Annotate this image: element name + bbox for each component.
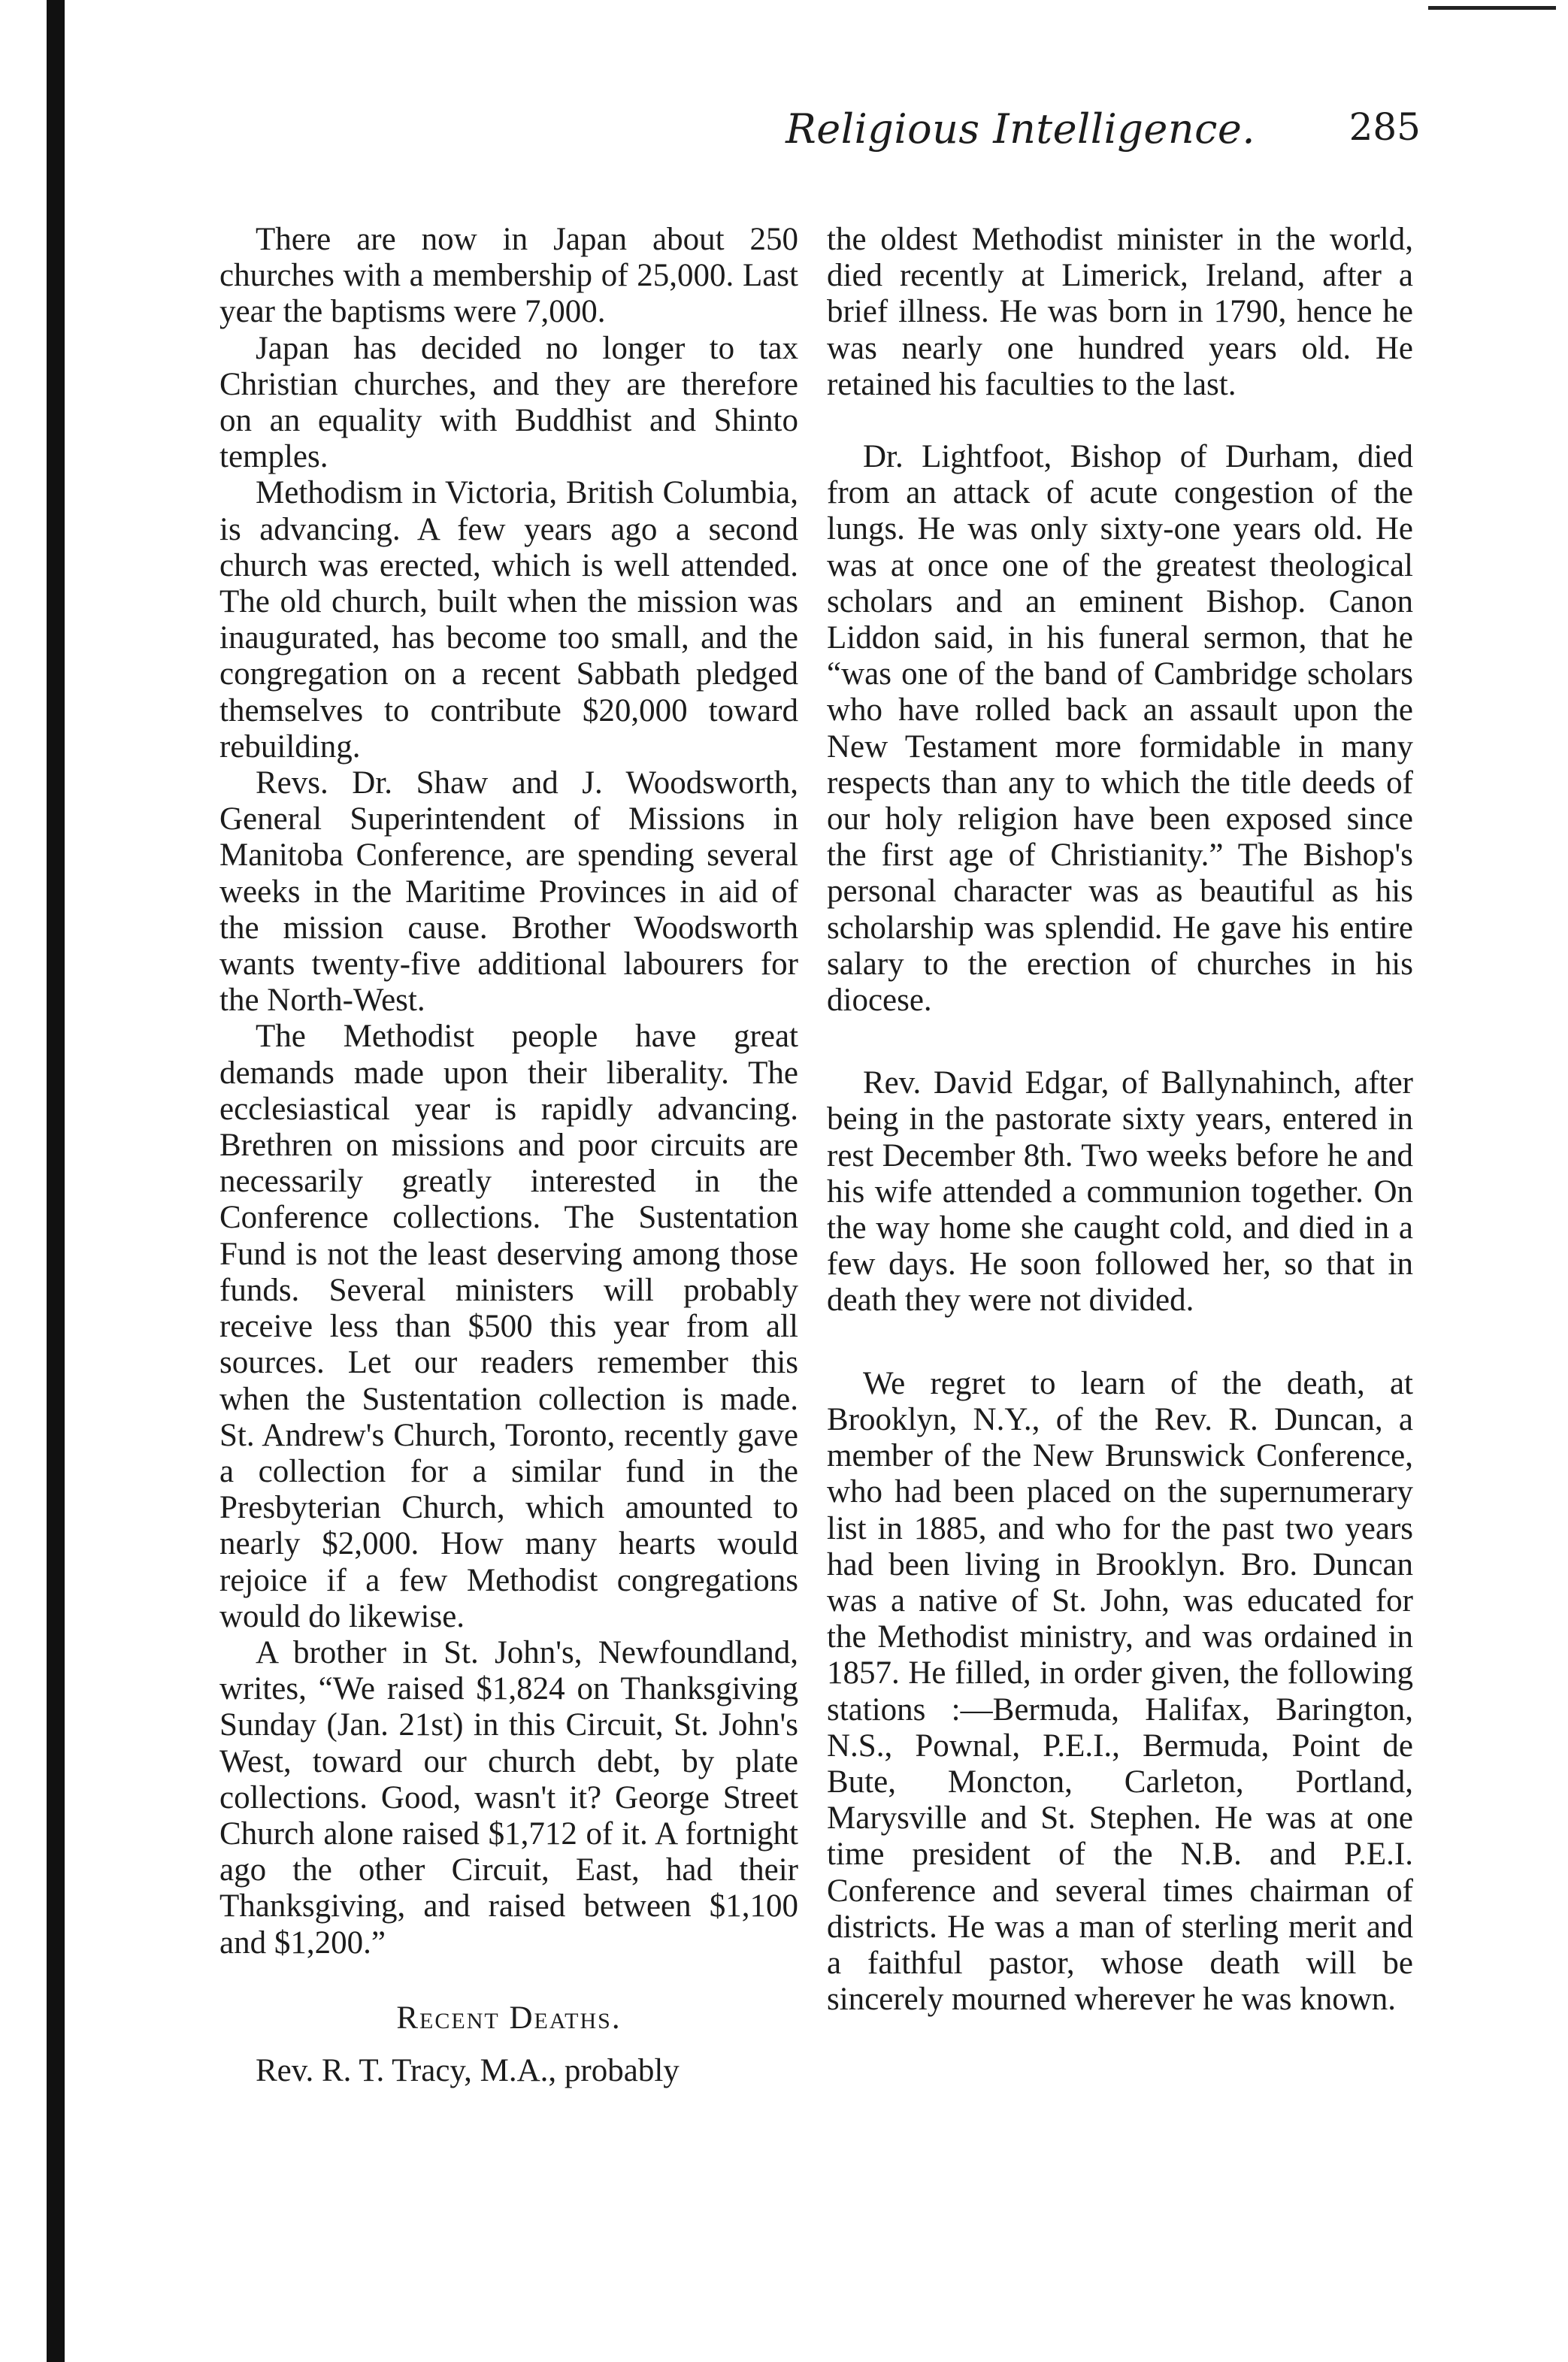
paragraph-liberality: The Methodist people have great demands made upon their liberality. The ecclesiastical year is rapidly advancing. Brethren on missions and poor circuits are necessarily greatly interested in the Conference collections. The Sustentation Fund is not the least deserving among those funds. Several ministers will probably receive less than $500 this year from all sources. Let our readers remember this when the Sustentation collection is made. St. Andrew's Church, Toronto, recently gave a collection for a similar fund in the Presbyterian Church, which amounted to nearly $2,000. How many hearts would rejoice if a few Methodist congregations would do likewise. [219,1019,798,1634]
section-heading-recent-deaths: Recent Deaths. [396,2000,622,2036]
page-header [256,105,1421,165]
paragraph-victoria-methodism: Methodism in Victoria, British Columbia, is advancing. A few years ago a second church was erected, which is well attended. The old church, built when the mission was inaugurated, has become too small, and the congregation on a recent Sabbath pledged themselves to contribute $20,000 toward rebuilding. [219,475,798,765]
paragraph-duncan: We regret to learn of the death, at Brooklyn, N.Y., of the Rev. R. Duncan, a member of the New Brunswick Conference, who had been placed on the supernumerary list in 1885, and who for the past two years had been living in Brooklyn. Bro. Duncan was a native of St. John, was educated for the Methodist ministry, and was ordained in 1857. He filled, in order given, the following stations :—Bermuda, Halifax, Barington, N.S., Pownal, P.E.I., Bermuda, Point de Bute, Moncton, Carleton, Portland, Marysville and St. Stephen. He was at one time president of the N.B. and P.E.I. Conference and several times chairman of districts. He was a man of sterling merit and a faithful pastor, whose death will be sincerely mourned wherever he was known. [827,1365,1413,2018]
page-binding-edge [47,0,65,2362]
paragraph-edgar: Rev. David Edgar, of Ballynahinch, after being in the pastorate sixty years, entered in rest December 8th. Two weeks before he and his wife attended a communion together. On the way home she caught cold, and died in a few days. He soon followed her, so that in death they were not divided. [827,1065,1413,1319]
right-column [827,222,1413,2018]
paragraph-woodsworth: Revs. Dr. Shaw and J. Woodsworth, General Superintendent of Missions in Manitoba Conference, are spending several weeks in the Maritime Provinces in aid of the mission cause. Brother Woodsworth wants twenty-five additional labourers for the North-West. [219,765,798,1019]
paragraph-japan-churches: There are now in Japan about 250 churches with a membership of 25,000. Last year the baptisms were 7,000. [219,222,798,330]
paragraph-tracy-continued: the oldest Methodist minister in the world, died recently at Limerick, Ireland, after a brief illness. He was born in 1790, hence he was nearly one hundred years old. He retained his faculties to the last. [827,222,1413,402]
running-head: Religious Intelligence. [786,105,1255,153]
paragraph-tracy: Rev. R. T. Tracy, M.A., probably [256,2052,680,2088]
paragraph-japan-tax: Japan has decided no longer to tax Christian churches, and they are therefore on an equality with Buddhist and Shinto temples. [219,330,798,475]
page-number: 285 [1349,105,1421,149]
paragraph-st-johns: A brother in St. John's, Newfoundland, writes, “We raised $1,824 on Thanksgiving Sunday (Jan. 21st) in this Circuit, St. John's West, toward our church debt, by plate collections. Good, wasn't it? George Street Church alone raised $1,712 of it. A fortnight ago the other Circuit, East, had their Thanksgiving, and raised between $1,100 and $1,200.” [219,1634,798,1961]
top-rule [1428,6,1556,10]
left-column [219,222,798,2089]
paragraph-lightfoot: Dr. Lightfoot, Bishop of Durham, died from an attack of acute congestion of the lungs. He was only sixty-one years old. He was at once one of the greatest theological scholars and an eminent Bishop. Canon Liddon said, in his funeral sermon, that he “was one of the band of Cambridge scholars who have rolled back an assault upon the New Testament more formidable in many respects than any to which the title deeds of our holy religion have been exposed since the first age of Christianity.” The Bishop's personal character was as beautiful as his scholarship was splendid. He gave his entire salary to the erection of churches in his diocese. [827,439,1413,1019]
